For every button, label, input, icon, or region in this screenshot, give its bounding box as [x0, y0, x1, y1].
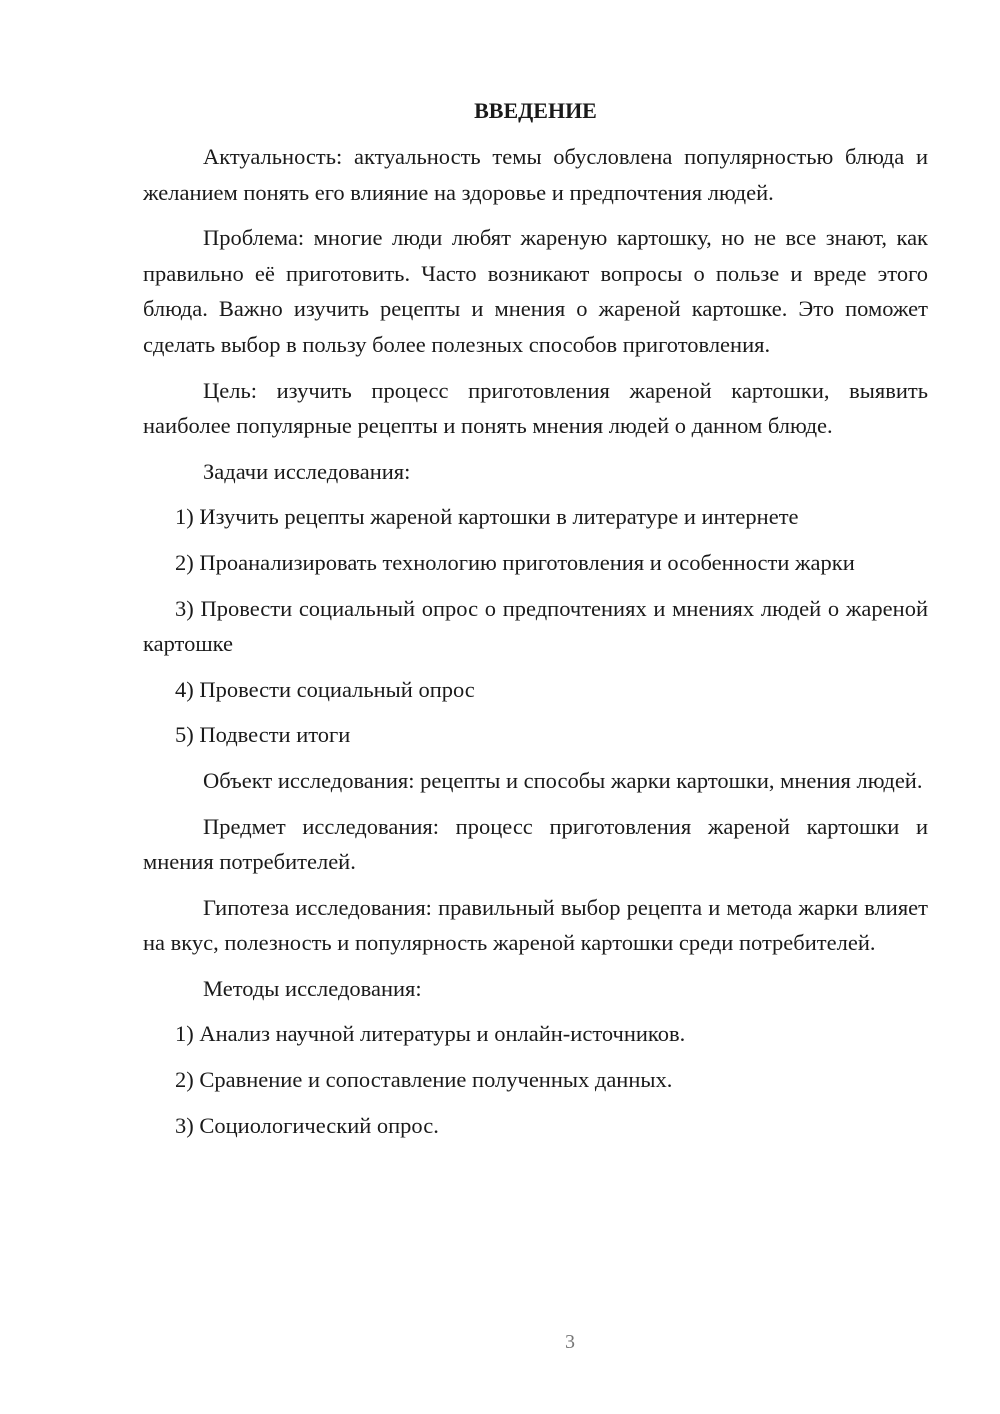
methods-title: Методы исследования: [203, 975, 422, 1001]
goal-paragraph: Цель: изучить процесс приготовления жареной картошки, выявить наиболее популярные рецепты и понять мнения людей о данном блюде. [143, 377, 928, 439]
object-paragraph: Объект исследования: рецепты и способы жарки картошки, мнения людей. [203, 767, 923, 793]
method-item-2: 2) Сравнение и сопоставление полученных данных. [175, 1067, 673, 1093]
problem-paragraph: Проблема: многие люди любят жареную картошку, но не все знают, как правильно её приготовить. Часто возникают вопросы о пользе и вреде этого блюда. Важно изучить рецепты и мнения о жареной картошке. Это поможет сделать выбор в пользу более полезных способов приготовления. [143, 225, 928, 357]
task-item-3: 3) Провести социальный опрос о предпочтениях и мнениях людей о жареной картошке [143, 595, 928, 657]
hypothesis-paragraph: Гипотеза исследования: правильный выбор рецепта и метода жарки влияет на вкус, полезность и популярность жареной картошки среди потребителей. [143, 894, 928, 956]
task-item-2: 2) Проанализировать технологию приготовления и особенности жарки [175, 549, 855, 575]
task-item-1: 1) Изучить рецепты жареной картошки в литературе и интернете [175, 504, 799, 530]
subject-paragraph: Предмет исследования: процесс приготовления жареной картошки и мнения потребителей. [143, 813, 928, 875]
page-content [143, 93, 928, 1153]
relevance-paragraph: Актуальность: актуальность темы обусловлена популярностью блюда и желанием понять его влияние на здоровье и предпочтения людей. [143, 144, 928, 205]
task-item-5: 5) Подвести итоги [175, 722, 351, 748]
task-item-4: 4) Провести социальный опрос [175, 676, 475, 702]
page-number: 3 [565, 1331, 575, 1353]
method-item-1: 1) Анализ научной литературы и онлайн-источников. [175, 1021, 686, 1047]
method-item-3: 3) Социологический опрос. [175, 1112, 439, 1138]
tasks-title: Задачи исследования: [203, 458, 411, 484]
page-heading: ВВЕДЕНИЕ [474, 98, 597, 123]
